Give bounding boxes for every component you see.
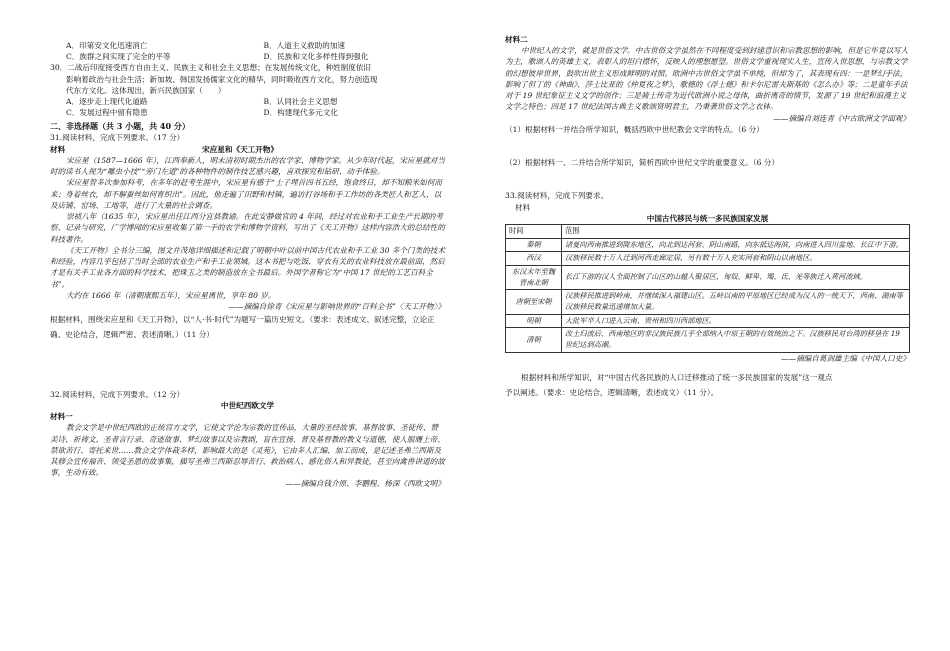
q31-question: 根据材料，围绕宋应星和《天工开物》，以“人·书·时代”为题写一篇历史短文。（要求：表述成文、叙述完整，立论正确、史论结合，逻辑严密、表述清晰。）（11 分）	[50, 315, 435, 340]
table-header-scope: 范围	[562, 225, 910, 239]
q32-material2-source: ——摘编自刘连青《中古欧洲文学面观》	[773, 113, 910, 123]
q31-paragraph: 《天工开物》全书分三编，图文并茂地详细描述和记载了明朝中叶以前中国古代农业和手工业 30 多个门类的技术和经验，内容几乎包括了当时全部的农业生产和手工业领域。这本书把与吃饭、穿衣有关的农业科技放在最前面，然后才是有关手工业各方面的科学技术，把珠玉之类的制造放在全书最后。外国学者称它为“中国 17 世纪的工艺百科全书”。	[50, 245, 445, 289]
table-row	[506, 252, 910, 266]
table-header-time: 时间	[506, 225, 562, 239]
q30-options-row1	[50, 96, 445, 107]
q31-paragraph: 宋应星曾多次参加科考，在多年的赶考生涯中，宋应星有感于“士子埋首四书五经，饱食终日，却不知粮米如何而来；身着丝衣，却不解蚕丝如何育织出”。因此，他走遍了田野和村镇，遍访打谷场和手工作坊的各类匠人和艺人，以及店铺、窑场、工地等，进行了大量的社会调查。	[50, 178, 442, 210]
table-row	[506, 238, 910, 252]
table-cell-era: 明朝	[506, 314, 562, 328]
q31-paragraph: 大约在 1666 年（清朝康熙五年），宋应星离世，享年 80 岁。	[66, 290, 276, 300]
table-cell-scope: 诸夏向西南推进到陇东地区，向北到达河套、阴山南路，向东抵达海滨，向南进入四川盆地、长江中下游。	[562, 238, 910, 252]
migration-table	[505, 224, 910, 353]
table-cell-era: 秦朝	[506, 238, 562, 252]
q31-material-label: 材料	[50, 144, 66, 154]
q30-stem-line2: 影响着政治与社会生活；新加坡、韩国发扬儒家文化的精华，同时吸收西方文化，努力创造现	[66, 74, 378, 84]
table-row	[506, 328, 910, 352]
table-cell-era: 东汉末年至魏晋南北朝	[506, 266, 562, 290]
q32-material1-label: 材料一	[50, 412, 73, 422]
q31-material-title: 宋应星和《天工开物》	[202, 144, 279, 154]
q30-option-c[interactable]: C．发展过程中留有隐患	[66, 108, 148, 118]
q30-stem-line1: 30．二战后印度接受西方自由主义、民族主义和社会主义思想；在发展传统文化，种姓制度依旧	[50, 63, 372, 73]
table-cell-scope: 汉族移民数十万人迁到河西走廊定居，另有数十万人充实河套和阴山以南地区。	[562, 252, 910, 266]
q33-question-line2: 予以阐述。（要求：史论结合，逻辑清晰，表述成文）（11 分）。	[505, 388, 719, 398]
q32-material2-label: 材料二	[505, 35, 528, 44]
q32-material2-text: 中世纪人的文学，就是世俗文学。中古世俗文学虽然在不同程度受到封建意识和宗教思想的影响，但是它毕竟以写人为主，歌颂人的英雄主义，表彰人的坦白襟怀，反映人的理想愿望。世俗文学重视现实人生，宣传入世思想，与宗教文学的幻想彼岸世界，鼓吹出世主义形成鲜明的对照。欧洲中古世俗文学虽不单纯，但却为了，其表现有四：一是梦幻手法，影响了但丁的《神曲》、莎士比亚的《仲夏夜之梦》，歌德的《浮士德》和卡尔尼雷夫斯基的《怎么办》等；二是童年手法对于 19 世纪象征主义文学的创作；三是骑士传奇为近代欧洲小说之母体，曲折离奇的情节，发源了 19 世纪和浪漫主义文学之特色；四是 17 世纪法国古典主义歌颂贤明君主，乃秉袭世俗文学之衣钵。	[505, 46, 909, 112]
table-cell-scope: 大批军卒人口进入云南、贵州和四川西部地区。	[562, 314, 910, 328]
table-cell-scope: 汉族移民推进到岭南，并继续深入福建山区。五岭以南的平原地区已经成为汉人的一统天下，西南、湖南等汉族移民数量迅速增加大量。	[562, 290, 910, 314]
q30-option-d[interactable]: D．构建现代多元文化	[263, 108, 338, 118]
q33-intro: 33.阅读材料，完成下列要求。	[505, 191, 609, 201]
q31-source: ——摘编自徐青《宋应星与影响世界的“百科全书”〈天工开物〉》	[228, 301, 445, 311]
q29-option-a[interactable]: A．印第安文化迅速消亡	[66, 41, 148, 50]
q30-option-a[interactable]: A．逐步走上现代化道路	[66, 97, 148, 107]
q33-table-source: ——摘编自葛剑雄主编《中国人口史》	[780, 353, 910, 363]
table-cell-era: 唐朝至宋朝	[506, 290, 562, 314]
q32-material1-text: 教会文学是中世纪西欧的正统宫方文学，它使文学沦为宗教的宣传品，大量的圣经故事、基督故事、圣徒传、赞美诗、祈祷文、圣者言行录、奇迹故事、梦幻故事以及宗教剧，盲在宣扬、普及基督教的教义与道德，使人服膺上帝、禁欲苦行、寄托来世……教会文学体裁多样，影响最大的是《灵苑》，它由多人汇编、加工而成，是记述圣弗兰西斯及其修会宣传福音、领受圣恩的故事集，描写圣弗兰西斯忍辱苦行、救治病人、感化俗人和异教徒，甚至向禽兽讲道的故事，生动有致。	[50, 423, 445, 478]
table-row	[506, 290, 910, 314]
q30-stem-line3: 代东方文化。这体现出，新兴民族国家（ ）	[66, 85, 226, 95]
q32-title: 中世纪西欧文学	[220, 400, 275, 410]
q29-options-row1	[50, 40, 445, 51]
q31-paragraph: 宋应星（1587—1666 年），江西奉新人，明末清初时期杰出的农学家、博物学家。从少年时代起，宋应星就对当时的读书人视为“雕虫小技”“旁门左道”的各种物件的制作技艺感兴趣，喜欢探究和钻研、动手体验。	[50, 155, 445, 177]
q30-options-row2	[50, 107, 445, 118]
table-cell-era: 清朝	[506, 328, 562, 352]
q32-subquestion-1: （1）根据材料一并结合所学知识，概括西欧中世纪教会文学的特点。（6 分）	[505, 124, 764, 134]
q29-option-d[interactable]: D．民族和文化多样性得到强化	[263, 52, 369, 62]
q29-options-row2	[50, 51, 445, 62]
q33-table-title: 中国古代移民与统一多民族国家发展	[646, 213, 769, 223]
q32-subquestion-2: （2）根据材料一、二并结合所学知识，简析西欧中世纪文学的重要意义。（6 分）	[505, 158, 780, 168]
q32-material1-source: ——摘编自钱介原、李鹏程、杨深《西欧文明》	[285, 479, 445, 489]
q29-option-c[interactable]: C．族群之间实现了完全的平等	[66, 52, 171, 62]
q31-paragraph: 崇祯八年（1635 年），宋应星出任江西分宜县教谕。在此安静做官的 4 年间，经过对农业和手工业生产长期的考察、记录与研究，广学博闻的宋应星收集了第一手的农学和博物学资料，写出了《天工开物》这样内容浩大的总结性的科技著作。	[50, 212, 445, 244]
q30-option-b[interactable]: B．认同社会主义思想	[263, 97, 338, 107]
left-column	[50, 40, 445, 490]
table-cell-scope: 改土归流后，西南地区的非汉族民族几乎全部纳入中原王朝的有效统治之下。汉族移民对台湾的移垦在 19 世纪达到高潮。	[562, 328, 910, 352]
q29-option-b[interactable]: B．人道主义救助的加速	[263, 41, 346, 50]
table-row	[506, 266, 910, 290]
table-header-row	[506, 225, 910, 239]
q33-material-label: 材料	[515, 202, 531, 212]
q32-intro: 32.阅读材料，完成下列要求。（12 分）	[50, 389, 185, 399]
q31-intro: 31.阅读材料，完成下列要求。（17 分）	[50, 133, 185, 143]
section-title: 二、非选择题（共 3 小题，共 40 分）	[50, 120, 190, 131]
table-row	[506, 314, 910, 328]
q33-question-line1: 根据材料和所学知识，对“中国古代各民族的人口迁移推动了统一多民族国家的发展”这一观点	[521, 372, 833, 382]
q31-material-header	[50, 144, 445, 155]
table-cell-scope: 长江下游的汉人全面控制了山区的山越人聚居区，匈奴、鲜卑、羯、氐、羌等族迁入黄河流域。	[562, 266, 910, 290]
table-cell-era: 西汉	[506, 252, 562, 266]
right-column	[505, 34, 910, 400]
